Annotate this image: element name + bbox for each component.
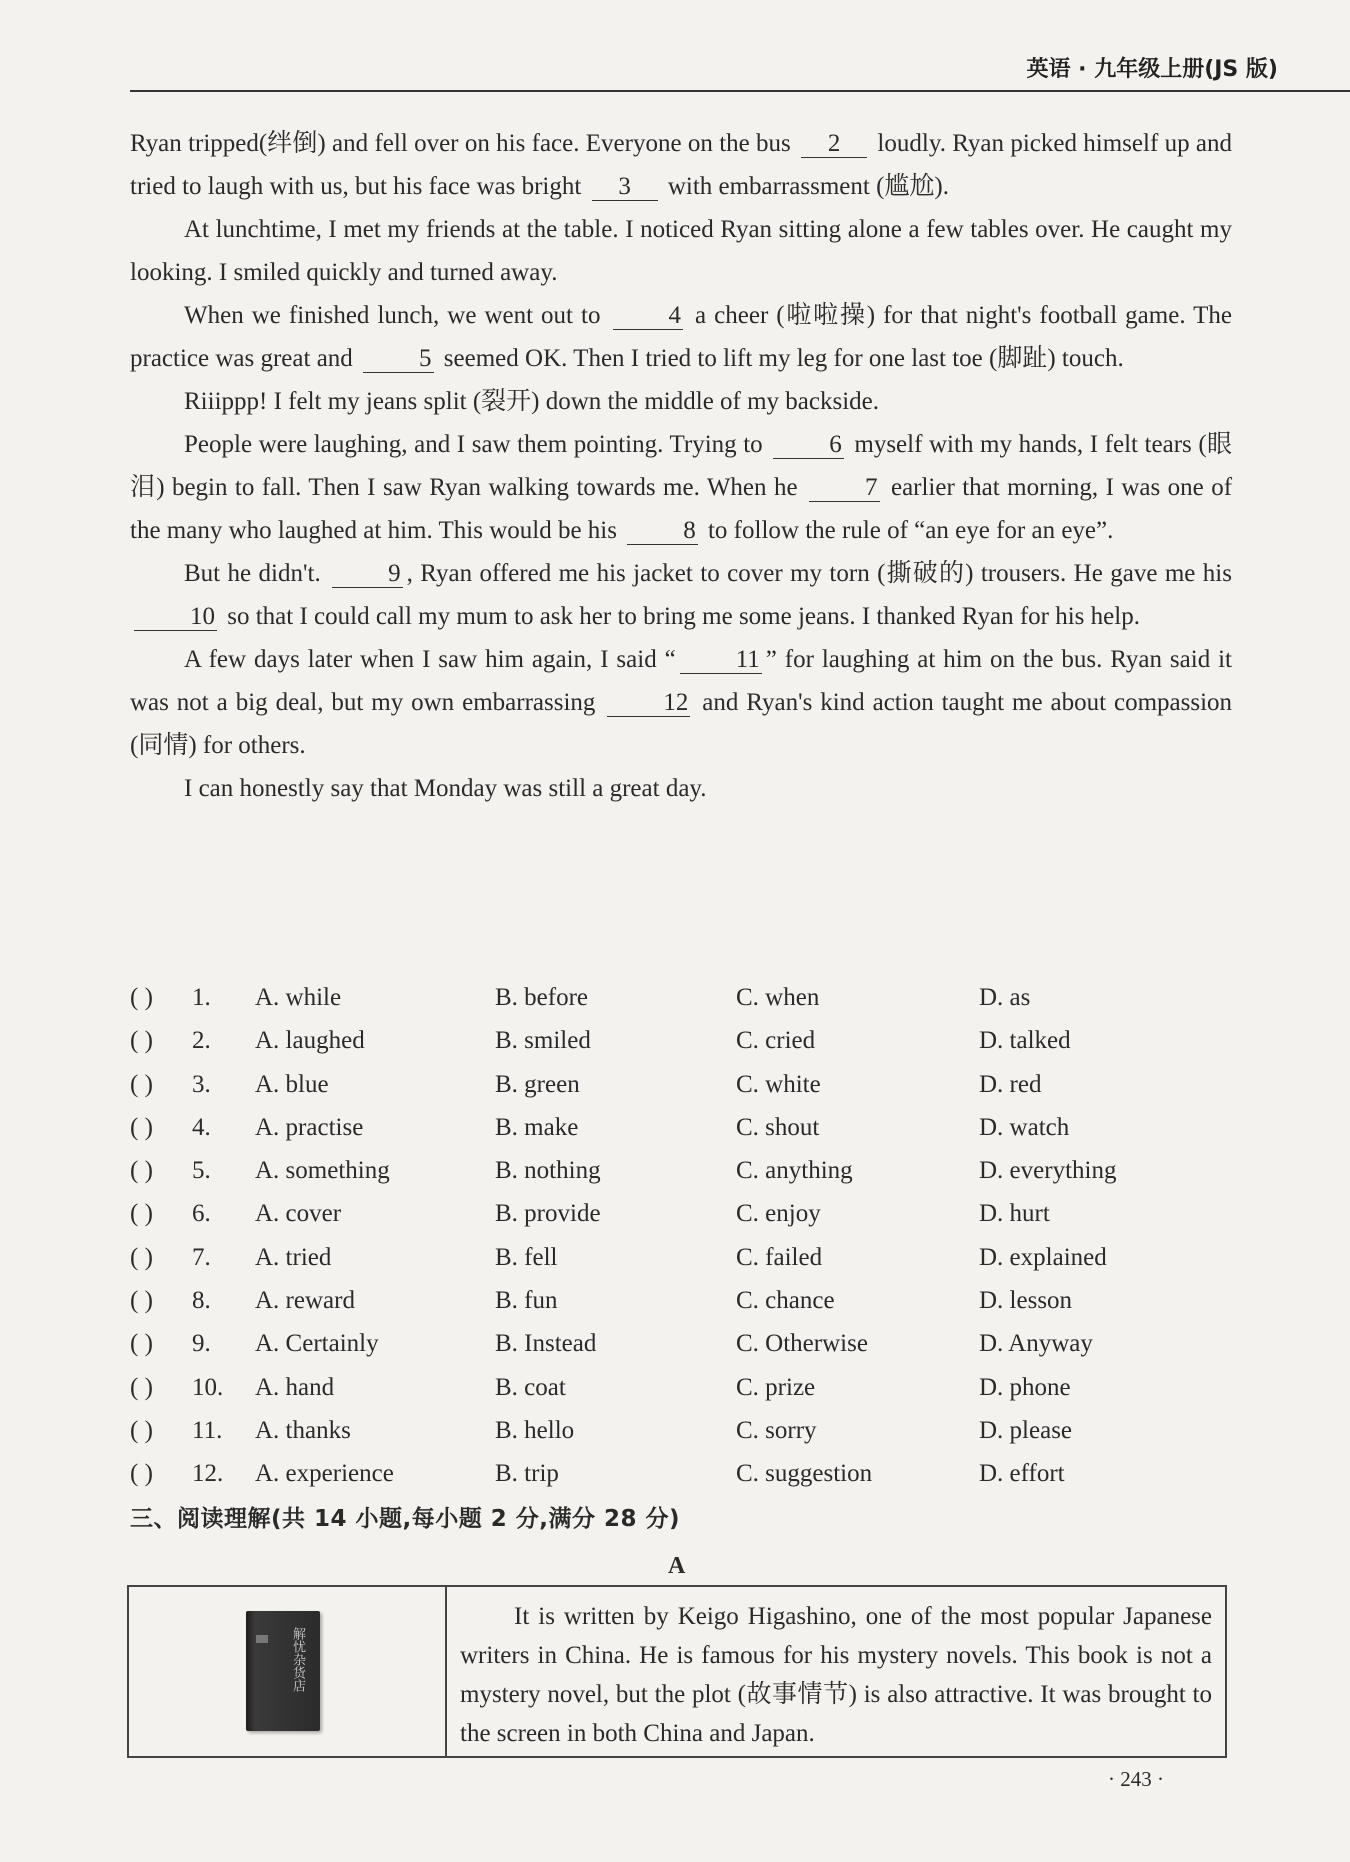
blank-6: 6 bbox=[773, 432, 844, 459]
text-run: earlier that morning, I was one of the many who laughed at him. This would be his bbox=[130, 474, 1233, 544]
option-a: A. experience bbox=[255, 1460, 394, 1488]
option-b: B. fell bbox=[495, 1243, 558, 1271]
question-row bbox=[130, 1200, 1232, 1243]
text-run: , Ryan offered me his jacket to cover my torn (撕破的) trousers. He gave me his bbox=[406, 560, 1232, 587]
book-cover-title: 解忧杂货店 bbox=[290, 1627, 305, 1692]
option-a: A. hand bbox=[255, 1373, 335, 1401]
option-d: D. as bbox=[979, 984, 1031, 1011]
question-number: 10. bbox=[192, 1373, 224, 1401]
option-a: A. tried bbox=[255, 1243, 332, 1271]
book-cover-image bbox=[246, 1611, 320, 1731]
option-d: D. red bbox=[979, 1070, 1042, 1098]
option-a: A. blue bbox=[255, 1070, 329, 1098]
option-c: C. sorry bbox=[736, 1416, 817, 1444]
question-row bbox=[130, 1157, 1232, 1200]
blank-8: 8 bbox=[627, 518, 698, 545]
question-number: 3. bbox=[192, 1070, 211, 1098]
option-c: C. chance bbox=[736, 1287, 835, 1315]
answer-bracket[interactable]: ( ) bbox=[130, 1070, 153, 1098]
option-d: D. everything bbox=[979, 1157, 1117, 1185]
option-a: A. thanks bbox=[255, 1416, 351, 1444]
question-number: 2. bbox=[192, 1027, 211, 1055]
question-row bbox=[130, 1027, 1232, 1070]
option-c: C. shout bbox=[736, 1113, 820, 1141]
book-info-box bbox=[127, 1585, 1227, 1758]
option-d: D. phone bbox=[979, 1373, 1071, 1401]
answer-bracket[interactable]: ( ) bbox=[130, 1157, 153, 1185]
question-number: 7. bbox=[192, 1243, 211, 1271]
option-d: D. explained bbox=[979, 1243, 1107, 1271]
paragraph-8: I can honestly say that Monday was still a great day. bbox=[184, 775, 707, 802]
text-run: so that I could call my mum to ask her to bring me some jeans. I thanked Ryan for his help. bbox=[227, 603, 1140, 630]
answer-bracket[interactable]: ( ) bbox=[130, 984, 153, 1011]
question-number: 1. bbox=[192, 984, 211, 1011]
option-d: D. talked bbox=[979, 1027, 1071, 1055]
option-b: B. provide bbox=[495, 1200, 601, 1228]
answer-bracket[interactable]: ( ) bbox=[130, 1027, 153, 1055]
option-a: A. something bbox=[255, 1157, 390, 1185]
option-b: B. green bbox=[495, 1070, 580, 1098]
book-description-text: It is written by Keigo Higashino, one of the most popular Japanese writers in China. He is famous for his mystery novels. This book is not a mystery novel, but the plot (故事情节) is also attractive. It was brought to the screen in both China and Japan. bbox=[460, 1603, 1212, 1747]
book-description bbox=[460, 1597, 1212, 1753]
box-divider bbox=[445, 1587, 447, 1756]
question-row bbox=[130, 1374, 1232, 1417]
page-number: · 243 · bbox=[1108, 1767, 1164, 1791]
header-rule bbox=[130, 90, 1350, 92]
option-b: B. hello bbox=[495, 1416, 575, 1444]
paragraph-2: At lunchtime, I met my friends at the table. I noticed Ryan sitting alone a few tables over. He caught my looking. I smiled quickly and turned away. bbox=[130, 216, 1232, 286]
option-d: D. hurt bbox=[979, 1200, 1050, 1228]
option-b: B. make bbox=[495, 1113, 579, 1141]
text-run: seemed OK. Then I tried to lift my leg for one last toe (脚趾) touch. bbox=[443, 345, 1124, 372]
answer-bracket[interactable]: ( ) bbox=[130, 1113, 153, 1141]
question-number: 8. bbox=[192, 1287, 211, 1315]
question-number: 4. bbox=[192, 1113, 211, 1141]
option-c: C. Otherwise bbox=[736, 1330, 868, 1358]
option-a: A. laughed bbox=[255, 1027, 365, 1055]
question-row bbox=[130, 1287, 1232, 1330]
question-number: 11. bbox=[192, 1416, 223, 1444]
option-c: C. prize bbox=[736, 1373, 816, 1401]
text-run: and Ryan's kind action taught me about compassion (同情) for others. bbox=[130, 689, 1233, 759]
blank-2: 2 bbox=[801, 131, 867, 158]
question-options-list bbox=[130, 984, 1232, 1504]
paragraph-6 bbox=[130, 552, 1232, 638]
blank-10: 10 bbox=[134, 604, 217, 631]
question-number: 5. bbox=[192, 1157, 211, 1185]
option-d: D. watch bbox=[979, 1113, 1070, 1141]
blank-4: 4 bbox=[613, 303, 684, 330]
paragraph-4: Riiippp! I felt my jeans split (裂开) down the middle of my backside. bbox=[184, 388, 880, 415]
section-label: A bbox=[668, 1553, 686, 1579]
blank-5: 5 bbox=[363, 346, 434, 373]
answer-bracket[interactable]: ( ) bbox=[130, 1330, 153, 1358]
answer-bracket[interactable]: ( ) bbox=[130, 1460, 153, 1488]
book-cover-band bbox=[256, 1635, 268, 1643]
paragraph-1 bbox=[130, 122, 1232, 208]
question-row bbox=[130, 1114, 1232, 1157]
text-run: loudly. Ryan picked himself up and tried to laugh with us, but his face was bright bbox=[130, 130, 1232, 200]
option-d: D. Anyway bbox=[979, 1330, 1093, 1358]
header-title: 英语 · 九年级上册(JS 版) bbox=[1026, 57, 1278, 82]
question-row bbox=[130, 1330, 1232, 1373]
cloze-passage bbox=[130, 122, 1232, 810]
option-b: B. fun bbox=[495, 1287, 558, 1315]
question-row bbox=[130, 1071, 1232, 1114]
text-run: When we finished lunch, we went out to bbox=[184, 302, 601, 329]
question-row bbox=[130, 1244, 1232, 1287]
paragraph-7 bbox=[130, 638, 1232, 767]
question-row bbox=[130, 1417, 1232, 1460]
option-d: D. effort bbox=[979, 1460, 1065, 1488]
paragraph-5 bbox=[130, 423, 1232, 552]
answer-bracket[interactable]: ( ) bbox=[130, 1200, 153, 1228]
text-run: myself with my hands, I felt tears (眼泪) begin to fall. Then I saw Ryan walking towards me. When he bbox=[130, 431, 1233, 501]
question-number: 9. bbox=[192, 1330, 211, 1358]
option-b: B. Instead bbox=[495, 1330, 597, 1358]
question-row bbox=[130, 984, 1232, 1027]
option-c: C. suggestion bbox=[736, 1460, 873, 1488]
option-c: C. anything bbox=[736, 1157, 853, 1185]
option-a: A. cover bbox=[255, 1200, 342, 1228]
blank-12: 12 bbox=[607, 690, 690, 717]
text-run: ” for laughing at him on the bus. Ryan said it was not a big deal, but my own embarrassing bbox=[130, 646, 1233, 716]
option-b: B. smiled bbox=[495, 1027, 591, 1055]
option-c: C. when bbox=[736, 984, 820, 1011]
text-run: Ryan tripped(绊倒) and fell over on his face. Everyone on the bus bbox=[130, 130, 791, 157]
section-heading: 三、阅读理解(共 14 小题,每小题 2 分,满分 28 分) bbox=[130, 1506, 681, 1532]
option-a: A. reward bbox=[255, 1287, 355, 1315]
option-b: B. coat bbox=[495, 1373, 566, 1401]
option-a: A. Certainly bbox=[255, 1330, 379, 1358]
blank-11: 11 bbox=[680, 647, 762, 674]
option-c: C. white bbox=[736, 1070, 821, 1098]
answer-bracket[interactable]: ( ) bbox=[130, 1287, 153, 1315]
option-b: B. nothing bbox=[495, 1157, 601, 1185]
blank-9: 9 bbox=[332, 561, 403, 588]
text-run: People were laughing, and I saw them pointing. Trying to bbox=[184, 431, 763, 458]
text-run: a cheer (啦啦操) for that night's football game. The practice was great and bbox=[130, 302, 1233, 372]
option-c: C. enjoy bbox=[736, 1200, 821, 1228]
text-run: to follow the rule of “an eye for an eye”. bbox=[707, 517, 1114, 544]
question-number: 6. bbox=[192, 1200, 211, 1228]
blank-7: 7 bbox=[809, 475, 880, 502]
option-b: B. trip bbox=[495, 1460, 559, 1488]
option-d: D. please bbox=[979, 1416, 1073, 1444]
question-row bbox=[130, 1460, 1232, 1503]
blank-3: 3 bbox=[592, 174, 658, 201]
text-run: with embarrassment (尴尬). bbox=[667, 173, 949, 200]
option-b: B. before bbox=[495, 984, 589, 1011]
option-c: C. failed bbox=[736, 1243, 823, 1271]
text-run: A few days later when I saw him again, I said “ bbox=[184, 646, 676, 673]
answer-bracket[interactable]: ( ) bbox=[130, 1416, 153, 1444]
option-c: C. cried bbox=[736, 1027, 816, 1055]
option-d: D. lesson bbox=[979, 1287, 1073, 1315]
option-a: A. practise bbox=[255, 1113, 364, 1141]
answer-bracket[interactable]: ( ) bbox=[130, 1243, 153, 1271]
paragraph-3 bbox=[130, 294, 1232, 380]
option-a: A. while bbox=[255, 984, 342, 1011]
question-number: 12. bbox=[192, 1460, 224, 1488]
answer-bracket[interactable]: ( ) bbox=[130, 1373, 153, 1401]
text-run: But he didn't. bbox=[184, 560, 321, 587]
